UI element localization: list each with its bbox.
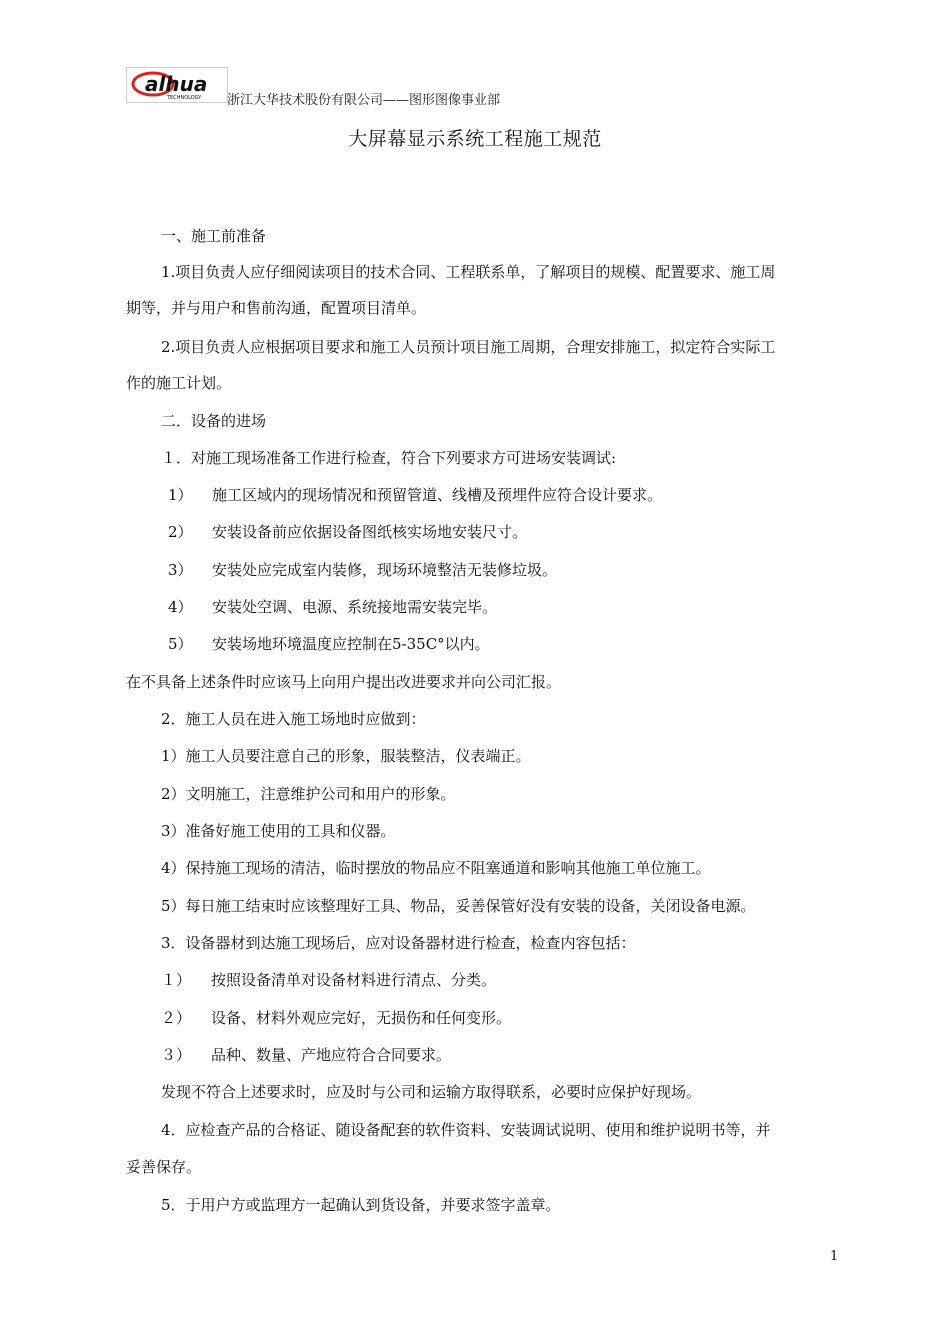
list-item: ２） 设备、材料外观应完好，无损伤和任何变形。 bbox=[161, 1009, 512, 1027]
list-item: 3） 安装处应完成室内装修，现场环境整洁无装修垃圾。 bbox=[168, 561, 558, 579]
list-item: 2） 安装设备前应依据设备图纸核实场地安装尺寸。 bbox=[168, 523, 528, 541]
paragraph-line: 3．设备器材到达施工现场后，应对设备器材进行检查，检查内容包括： bbox=[161, 934, 636, 952]
list-item: １） 按照设备清单对设备材料进行清点、分类。 bbox=[161, 971, 497, 989]
paragraph-line: 期等，并与用户和售前沟通，配置项目清单。 bbox=[126, 299, 427, 317]
list-item: 1） 施工区域内的现场情况和预留管道、线槽及预埋件应符合设计要求。 bbox=[168, 486, 663, 504]
paragraph-line: 4）保持施工现场的清洁，临时摆放的物品应不阻塞通道和影响其他施工单位施工。 bbox=[161, 859, 711, 877]
paragraph-line: 发现不符合上述要求时，应及时与公司和运输方取得联系，必要时应保护好现场。 bbox=[161, 1083, 702, 1101]
paragraph-line: 2）文明施工，注意维护公司和用户的形象。 bbox=[161, 785, 456, 803]
list-item: 4） 安装处空调、电源、系统接地需安装完毕。 bbox=[168, 598, 498, 616]
list-item: 5） 安装场地环境温度应控制在5-35C°以内。 bbox=[168, 635, 490, 653]
paragraph-line: 5．于用户方或监理方一起确认到货设备，并要求签字盖章。 bbox=[161, 1196, 561, 1214]
paragraph-line: 妥善保存。 bbox=[126, 1158, 202, 1176]
section-heading: 二．设备的进场 bbox=[161, 412, 267, 430]
dahua-logo bbox=[126, 67, 228, 103]
company-name: 浙江大华技术股份有限公司——图形图像事业部 bbox=[227, 93, 501, 108]
paragraph-line: 1.项目负责人应仔细阅读项目的技术合同、工程联系单，了解项目的规模、配置要求、施工周 bbox=[161, 263, 776, 281]
paragraph-line: 2．施工人员在进入施工场地时应做到： bbox=[161, 710, 426, 728]
section-heading: 一、施工前准备 bbox=[161, 227, 267, 245]
logo-wordmark: alhua bbox=[145, 72, 208, 96]
paragraph-line: 1）施工人员要注意自己的形象，服装整洁，仪表端正。 bbox=[161, 747, 531, 765]
list-item: ３） 品种、数量、产地应符合合同要求。 bbox=[161, 1046, 452, 1064]
paragraph-line: 作的施工计划。 bbox=[126, 374, 232, 392]
paragraph-line: 5）每日施工结束时应该整理好工具、物品，妥善保管好没有安装的设备，关闭设备电源。 bbox=[161, 897, 756, 915]
paragraph-line: 3）准备好施工使用的工具和仪器。 bbox=[161, 822, 396, 840]
paragraph-line: 在不具备上述条件时应该马上向用户提出改进要求并向公司汇报。 bbox=[126, 673, 562, 691]
paragraph-line: 2.项目负责人应根据项目要求和施工人员预计项目施工周期，合理安排施工，拟定符合实际工 bbox=[161, 338, 776, 356]
dahua-logo-icon bbox=[127, 68, 227, 102]
logo-subtext: TECHNOLOGY bbox=[167, 95, 202, 101]
document-title: 大屏幕显示系统工程施工规范 bbox=[348, 128, 602, 150]
paragraph-line: １．对施工现场准备工作进行检查，符合下列要求方可进场安装调试: bbox=[161, 449, 617, 467]
page-number: 1 bbox=[830, 1249, 839, 1264]
paragraph-line: 4．应检查产品的合格证、随设备配套的软件资料、安装调试说明、使用和维护说明书等，并 bbox=[161, 1121, 771, 1139]
